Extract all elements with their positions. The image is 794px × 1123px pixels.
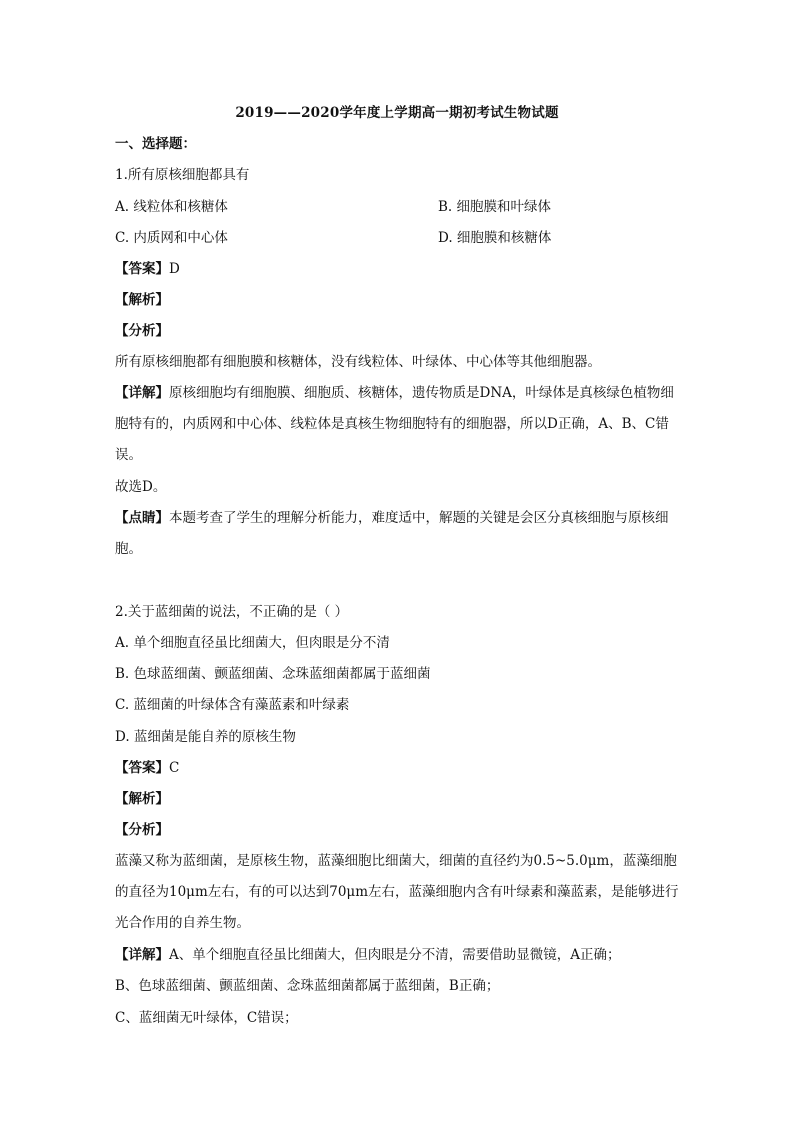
q2-answer-tag: 【答案】: [115, 760, 169, 776]
q1-xiangjie: [115, 378, 685, 471]
q2-answer-value: C: [169, 760, 180, 776]
q2-jiexi-tag: 【解析】: [115, 791, 169, 807]
q1-dianjing-text: 本题考查了学生的理解分析能力，难度适中，解题的关键是会区分真核细胞与原核细胞。: [115, 510, 669, 557]
q1-option-d: D. 细胞膜和核糖体: [438, 230, 552, 246]
q1-option-a: A. 线粒体和核糖体: [115, 199, 228, 215]
q2-stem: 2.关于蓝细菌的说法，不正确的是（ ）: [115, 604, 349, 620]
q2-xiangjie-line3: C、蓝细菌无叶绿体，C错误；: [115, 1010, 298, 1026]
q1-stem: 1.所有原核细胞都具有: [115, 167, 250, 183]
q1-answer-value: D: [169, 261, 180, 277]
q1-answer: [115, 259, 685, 279]
q1-option-b: B. 细胞膜和叶绿体: [438, 199, 552, 215]
q2-option-c: C. 蓝细菌的叶绿体含有藻蓝素和叶绿素: [115, 697, 350, 713]
q2-fenxi-text: 蓝藻又称为蓝细菌，是原核生物，蓝藻细胞比细菌大，细菌的直径约为0.5~5.0μm，蓝藻细胞的直径为10μm左右，有的可以达到70μm左右，蓝藻细胞内含有叶绿素和藻蓝素，是能够进行光合作用的自养生物。: [115, 853, 679, 931]
section-heading: 一、选择题：: [115, 136, 196, 152]
q2-xiangjie-tag: 【详解】: [115, 947, 169, 963]
q1-dianjing: [115, 503, 685, 565]
q1-fenxi-text: 所有原核细胞都有细胞膜和核糖体，没有线粒体、叶绿体、中心体等其他细胞器。: [115, 354, 601, 370]
q1-jiexi-tag: 【解析】: [115, 292, 169, 308]
q2-option-b: B. 色球蓝细菌、颤蓝细菌、念珠蓝细菌都属于蓝细菌: [115, 666, 431, 682]
q2-fenxi-tag: 【分析】: [115, 822, 169, 838]
q2-option-a: A. 单个细胞直径虽比细菌大，但肉眼是分不清: [115, 635, 390, 651]
q2-answer: [115, 758, 685, 778]
q2-xiangjie-text1: A、单个细胞直径虽比细菌大，但肉眼是分不清，需要借助显微镜，A正确；: [169, 947, 621, 963]
q1-xiangjie-text: 原核细胞均有细胞膜、细胞质、核糖体，遗传物质是DNA，叶绿体是真核绿色植物细胞特有的，内质网和中心体、线粒体是真核生物细胞特有的细胞器，所以D正确，A、B、C错误。: [115, 385, 674, 463]
q2-xiangjie-line1: [115, 945, 685, 965]
q2-option-d: D. 蓝细菌是能自养的原核生物: [115, 729, 296, 745]
q1-conclusion: 故选D。: [115, 479, 167, 495]
q2-xiangjie-line2: B、色球蓝细菌、颤蓝细菌、念珠蓝细菌都属于蓝细菌，B正确；: [115, 978, 500, 994]
q1-dianjing-tag: 【点睛】: [115, 510, 169, 526]
q1-fenxi-tag: 【分析】: [115, 323, 169, 339]
q1-xiangjie-tag: 【详解】: [115, 385, 169, 401]
q1-option-c: C. 内质网和中心体: [115, 230, 228, 246]
q1-answer-tag: 【答案】: [115, 261, 169, 277]
exam-title: 2019——2020学年度上学期高一期初考试生物试题: [235, 105, 559, 121]
